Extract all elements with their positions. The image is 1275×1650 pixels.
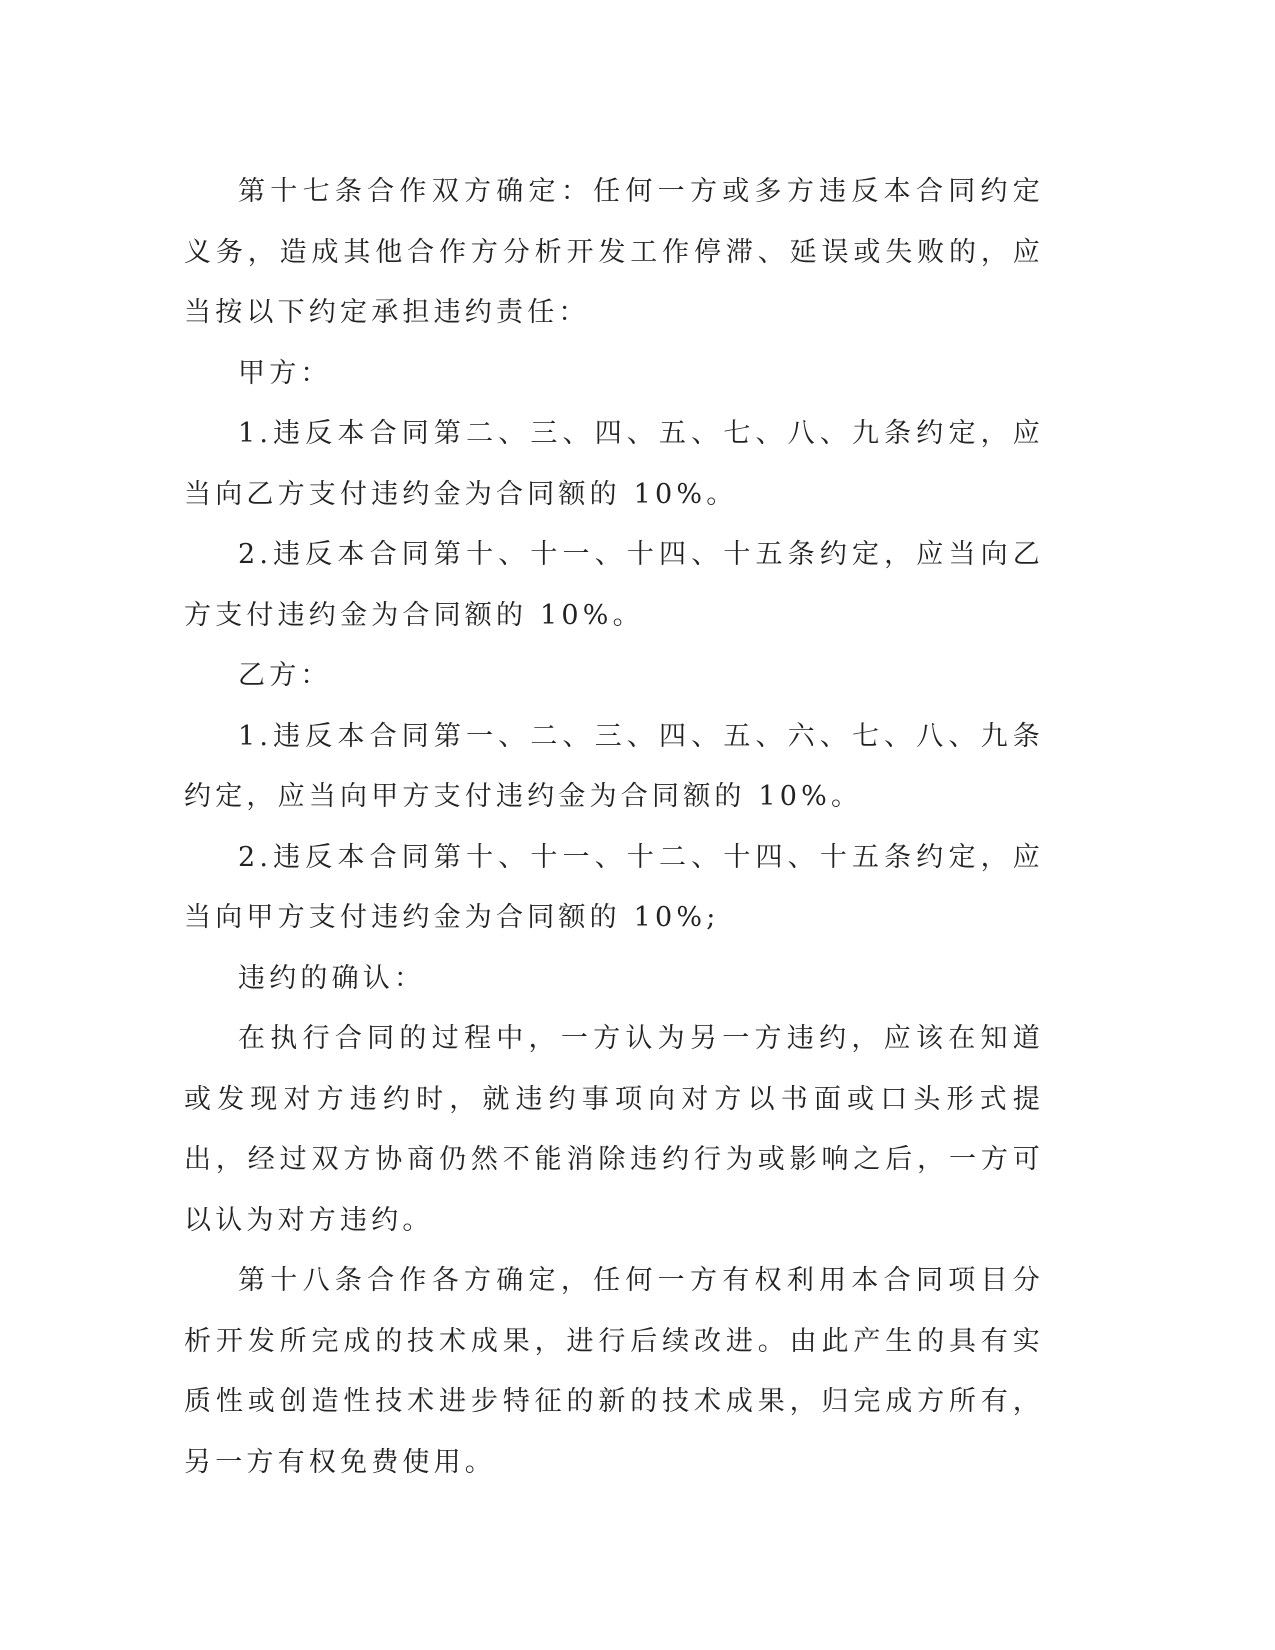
paragraph-breach-confirmation: 在执行合同的过程中，一方认为另一方违约，应该在知道或发现对方违约时，就违约事项向对方以书面或口头形式提出，经过双方协商仍然不能消除违约行为或影响之后，一方可以认为对方违约。 xyxy=(184,1023,1044,1236)
paragraph-party-b-item-2: 2.违反本合同第十、十一、十二、十四、十五条约定，应当向甲方支付违约金为合同额的 10%; xyxy=(184,841,1044,933)
paragraph-party-b-item-1: 1.违反本合同第一、二、三、四、五、六、七、八、九条约定，应当向甲方支付违约金为合同额的 10%。 xyxy=(184,720,1044,812)
paragraph-article-18: 第十八条合作各方确定，任何一方有权利用本合同项目分析开发所完成的技术成果，进行后续改进。由此产生的具有实质性或创造性技术进步特征的新的技术成果，归完成方所有，另一方有权免费使用。 xyxy=(184,1265,1044,1478)
paragraph-article-17: 第十七条合作双方确定：任何一方或多方违反本合同约定义务，造成其他合作方分析开发工作停滞、延误或失败的，应当按以下约定承担违约责任： xyxy=(184,176,1044,328)
paragraph-party-a-heading: 甲方： xyxy=(238,357,332,389)
paragraph-breach-confirmation-heading: 违约的确认： xyxy=(238,962,426,994)
paragraph-party-a-item-2: 2.违反本合同第十、十一、十四、十五条约定，应当向乙方支付违约金为合同额的 10%。 xyxy=(184,539,1044,631)
document-body xyxy=(184,162,1044,1493)
paragraph-party-a-item-1: 1.违反本合同第二、三、四、五、七、八、九条约定，应当向乙方支付违约金为合同额的 10%。 xyxy=(184,418,1044,510)
paragraph-party-b-heading: 乙方： xyxy=(238,660,332,691)
